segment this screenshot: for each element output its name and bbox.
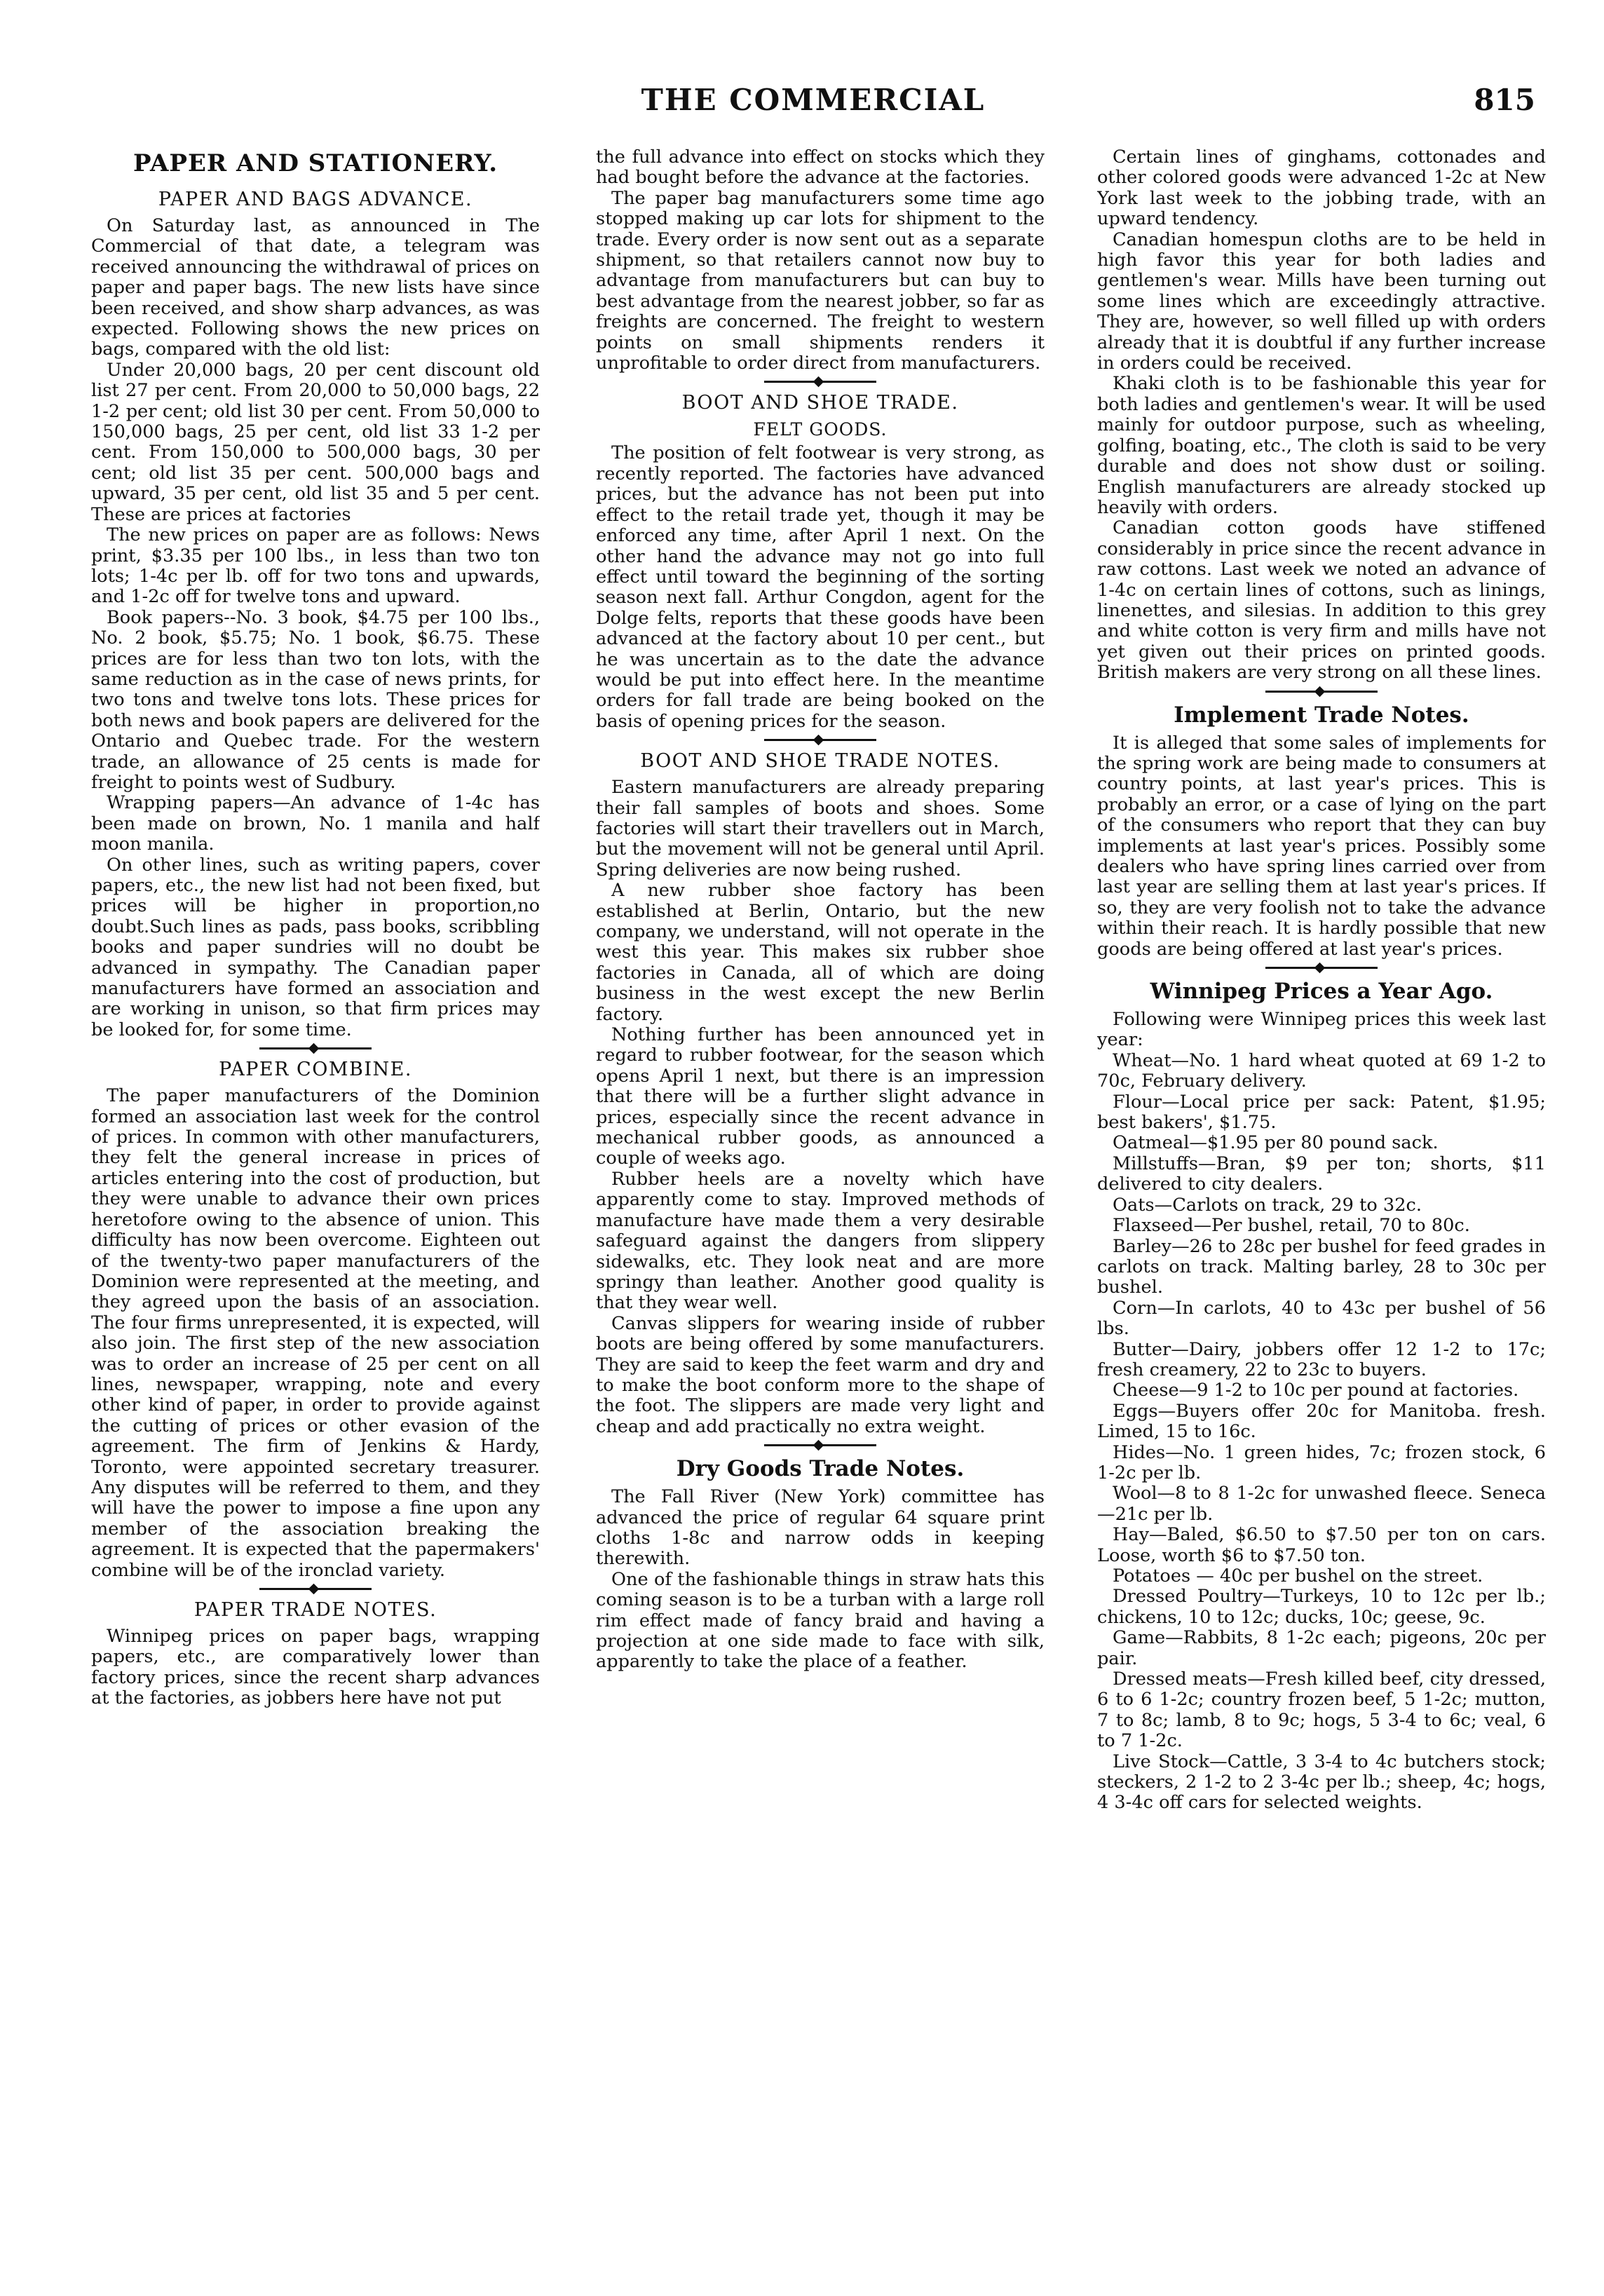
- section-divider: [1265, 691, 1378, 693]
- paragraph: Canadian cotton goods have stiffened considerably in price since the recent advance in raw cottons. Last week we noted an advance of 1-4c on certain lines of cottons, such as linings, linenettes, and silesias. In addition to this grey and white cotton is very firm and mills have not yet given out their prices on printed goods. British makers are very strong on all these lines.: [1097, 517, 1546, 684]
- price-list-item: Live Stock—Cattle, 3 3-4 to 4c butchers stock; steckers, 2 1-2 to 2 3-4c per lb.; sheep, 4c; hogs, 4 3-4c off cars for selected weights.: [1097, 1751, 1546, 1814]
- paragraph: The new prices on paper are as follows: News print, $3.35 per 100 lbs., in less than two ton lots; 1-4c per lb. off for two tons and upwards, and 1-2c off for twelve tons and upward.: [91, 524, 540, 608]
- paragraph: Rubber heels are a novelty which have apparently come to stay. Improved methods of manufacture have made them a very desirable safeguard against the dangers from slippery sidewalks, etc. They look neat and are more springy than leather. Another good quality is that they wear well.: [596, 1168, 1045, 1314]
- paragraph: Winnipeg prices on paper bags, wrapping papers, etc., are comparatively lower than factory prices, since the recent sharp advances at the factories, as jobbers here have not put: [91, 1626, 540, 1709]
- section-divider: [259, 1047, 372, 1049]
- paragraph: The position of felt footwear is very strong, as recently reported. The factories have advanced prices, but the advance has not been put into effect to the retail trade yet, though it may be enforced any time, after April 1 next. On the other hand the advance may not go into full effect until toward the beginning of the sorting season next fall. Arthur Congdon, agent for the Dolge felts, reports that these goods have been advanced at the factory about 10 per cent., but he was uncertain as to the date the advance would be put into effect here. In the meantime orders for fall trade are being booked on the basis of opening prices for the season.: [596, 442, 1045, 732]
- paragraph: It is alleged that some sales of implements for the spring work are being made to consumers at country points, at last year's prices. This is probably an error, or a case of lying on the part of the consumers who report that they can buy implements at last year's prices. Possibly some dealers who have spring lines carried over from last year are selling them at last year's prices. If so, they are very foolish not to take the advance within their reach. It is hardly possible that new goods are being offered at last year's prices.: [1097, 732, 1546, 960]
- paragraph: Wrapping papers—An advance of 1-4c has been made on brown, No. 1 manila and half moon manila.: [91, 792, 540, 855]
- price-list-item: Barley—26 to 28c per bushel for feed grades in carlots on track. Malting barley, 28 to 30c per bushel.: [1097, 1235, 1546, 1298]
- section-divider: [764, 739, 876, 741]
- paragraph: Book papers--No. 3 book, $4.75 per 100 lbs., No. 2 book, $5.75; No. 1 book, $6.75. These prices are for less than two ton lots, with the same reduction as in the case of news prints, for two tons and twelve tons lots. These prices for both news and book papers are delivered for the Ontario and Quebec trade. For the western trade, an allowance of 25 cents is made for freight to points west of Sudbury.: [91, 606, 540, 793]
- paragraph: The paper manufacturers of the Dominion formed an association last week for the control of prices. In common with other manufacturers, they felt the general increase in prices of articles entering into the cost of production, but they were unable to advance their own prices heretofore owing to the absence of union. This difficulty has now been overcome. Eighteen out of the twenty-two paper manufacturers of the Dominion were represented at the meeting, and they agreed upon the basis of an association. The four firms unrepresented, it is expected, will also join. The first step of the new association was to order an increase of 25 per cent on all lines, newspaper, wrapping, note and every other kind of paper, in order to provide against the cutting of prices or other evasion of the agreement. The firm of Jenkins & Hardy, Toronto, were appointed secretary treasurer. Any disputes will be referred to them, and they will have the power to impose a fine upon any member of the association breaking the agreement. It is expected that the papermakers' combine will be of the ironclad variety.: [91, 1085, 540, 1581]
- paragraph: On Saturday last, as announced in The Commercial of that date, a telegram was received announcing the withdrawal of prices on paper and paper bags. The new lists have since been received, and show sharp advances, as was expected. Following shows the new prices on bags, compared with the old list:: [91, 215, 540, 360]
- price-list-item: Flaxseed—Per bushel, retail, 70 to 80c.: [1113, 1215, 1470, 1237]
- price-list-item: Dressed Poultry—Turkeys, 10 to 12c per lb.; chickens, 10 to 12c; ducks, 10c; geese, 9c.: [1097, 1586, 1546, 1628]
- article-subtitle-felt-goods: FELT GOODS.: [753, 419, 888, 440]
- article-title-winnipeg-prices-year-ago: Winnipeg Prices a Year Ago.: [1150, 979, 1493, 1005]
- paragraph: On other lines, such as writing papers, cover papers, etc., the new list had not been fixed, but prices will be higher in proportion,no doubt.Such lines as pads, pass books, scribbling books and paper sundries will no doubt be advanced in sympathy. The Canadian paper manufacturers have formed an association and are working in unison, so that firm prices may be looked for, for some time.: [91, 854, 540, 1040]
- paragraph: One of the fashionable things in straw hats this coming season is to be a turban with a large roll rim effect made of fancy braid and having a projection at one side made to face with silk, apparently to take the place of a feather.: [596, 1568, 1045, 1673]
- section-divider: [764, 381, 876, 383]
- price-list-item: Potatoes — 40c per bushel on the street.: [1113, 1565, 1483, 1587]
- column-1: [91, 147, 540, 2271]
- section-heading-paper-stationery: PAPER AND STATIONERY.: [132, 149, 498, 177]
- price-list-intro: Following were Winnipeg prices this week last year:: [1097, 1009, 1546, 1051]
- article-title-paper-bags-advance: PAPER AND BAGS ADVANCE.: [158, 189, 473, 210]
- paragraph: the full advance into effect on stocks which they had bought before the advance at the factories.: [596, 147, 1045, 189]
- paragraph: Canvas slippers for wearing inside of rubber boots are being offered by some manufacturers. They are said to keep the feet warm and dry and to make the boot conform more to the shape of the foot. The slippers are made very light and cheap and add practically no extra weight.: [596, 1312, 1045, 1437]
- paragraph: The Fall River (New York) committee has advanced the price of regular 64 square print cloths 1-8c and narrow odds in keeping therewith.: [596, 1486, 1045, 1570]
- price-list-item: Hay—Baled, $6.50 to $7.50 per ton on cars. Loose, worth $6 to $7.50 ton.: [1097, 1524, 1546, 1566]
- price-list-item: Oats—Carlots on track, 29 to 32c.: [1113, 1194, 1422, 1216]
- price-list-item: Dressed meats—Fresh killed beef, city dressed, 6 to 6 1-2c; country frozen beef, 5 1-2c; mutton, 7 to 8c; lamb, 8 to 9c; hogs, 5 3-4 to 6c; veal, 6 to 7 1-2c.: [1097, 1669, 1546, 1752]
- price-list-item: Wheat—No. 1 hard wheat quoted at 69 1-2 to 70c, February delivery.: [1097, 1049, 1546, 1092]
- section-divider: [1265, 967, 1378, 969]
- paragraph: The paper bag manufacturers some time ago stopped making up car lots for shipment to the trade. Every order is now sent out as a separate shipment, so that retailers cannot now buy to advantage from manufacturers but can buy to best advantage from the nearest jobber, so far as freights are concerned. The freight to western points on small shipments renders it unprofitable to order direct from manufacturers.: [596, 187, 1045, 374]
- paragraph: Canadian homespun cloths are to be held in high favor this year for both ladies and gentlemen's wear. Mills have been turning out some lines which are exceedingly attractive. They are, however, so well filled up with orders already that it is doubtful if any further increase in orders could be received.: [1097, 229, 1546, 374]
- section-divider: [259, 1588, 372, 1590]
- price-list-item: Millstuffs—Bran, $9 per ton; shorts, $11 delivered to city dealers.: [1097, 1153, 1546, 1195]
- column-3: [1097, 147, 1546, 2271]
- article-title-paper-trade-notes: PAPER TRADE NOTES.: [193, 1599, 437, 1621]
- price-list-item: Oatmeal—$1.95 per 80 pound sack.: [1113, 1132, 1439, 1154]
- article-title-boot-shoe-trade-notes: BOOT AND SHOE TRADE NOTES.: [640, 750, 1000, 773]
- price-list-item: Eggs—Buyers offer 20c for Manitoba. fresh. Limed, 15 to 16c.: [1097, 1400, 1546, 1443]
- page-header: [91, 83, 1535, 125]
- paragraph: Nothing further has been announced yet in regard to rubber footwear, for the season which opens April 1 next, but there is an impression that there will be a further slight advance in prices, especially since the recent advance in mechanical rubber goods, as announced a couple of weeks ago.: [596, 1024, 1045, 1169]
- price-list-item: Cheese—9 1-2 to 10c per pound at factories.: [1113, 1380, 1519, 1401]
- article-title-paper-combine: PAPER COMBINE.: [219, 1059, 412, 1081]
- paragraph: Under 20,000 bags, 20 per cent discount old list 27 per cent. From 20,000 to 50,000 bags, 22 1-2 per cent; old list 30 per cent. From 50,000 to 150,000 bags, 25 per cent, old list 33 1-2 per cent. From 150,000 to 500,000 bags, 30 per cent; old list 35 per cent. 500,000 bags and upward, 35 per cent, old list 35 and 5 per cent. These are prices at factories: [91, 359, 540, 525]
- running-title: THE COMMERCIAL: [641, 83, 986, 117]
- price-list-item: Butter—Dairy, jobbers offer 12 1-2 to 17c; fresh creamery, 22 to 23c to buyers.: [1097, 1338, 1546, 1380]
- price-list-item: Flour—Local price per sack: Patent, $1.95; best bakers', $1.75.: [1097, 1091, 1546, 1134]
- price-list-item: Wool—8 to 8 1-2c for unwashed fleece. Seneca—21c per lb.: [1097, 1483, 1546, 1525]
- page-number: 815: [1474, 83, 1535, 117]
- article-title-dry-goods-trade-notes: Dry Goods Trade Notes.: [676, 1456, 965, 1482]
- paragraph: A new rubber shoe factory has been established at Berlin, Ontario, but the new company, we understand, will not operate in the west this year. This makes six rubber shoe factories in Canada, all of which are doing business in the west except the new Berlin factory.: [596, 880, 1045, 1025]
- paragraph: Certain lines of ginghams, cottonades and other colored goods were advanced 1-2c at New York last week to the jobbing trade, with an upward tendency.: [1097, 147, 1546, 230]
- price-list-item: Game—Rabbits, 8 1-2c each; pigeons, 20c per pair.: [1097, 1627, 1546, 1669]
- paragraph: Khaki cloth is to be fashionable this year for both ladies and gentlemen's wear. It will be used mainly for outdoor purpose, such as wheeling, golfing, boating, etc., The cloth is said to be very durable and does not show dust or soiling. English manufacturers are already stocked up heavily with orders.: [1097, 373, 1546, 518]
- price-list-item: Hides—No. 1 green hides, 7c; frozen stock, 6 1-2c per lb.: [1097, 1441, 1546, 1483]
- section-divider: [764, 1444, 876, 1446]
- article-title-implement-trade-notes: Implement Trade Notes.: [1174, 702, 1469, 728]
- paragraph: Eastern manufacturers are already preparing their fall samples of boots and shoes. Some factories will start their travellers out in March, but the movement will not be general until April. Spring deliveries are now being rushed.: [596, 777, 1045, 881]
- price-list-item: Corn—In carlots, 40 to 43c per bushel of 56 lbs.: [1097, 1297, 1546, 1340]
- article-title-boot-shoe-trade: BOOT AND SHOE TRADE.: [681, 392, 959, 414]
- column-2: [596, 147, 1045, 2271]
- price-list: [1097, 1051, 1546, 1814]
